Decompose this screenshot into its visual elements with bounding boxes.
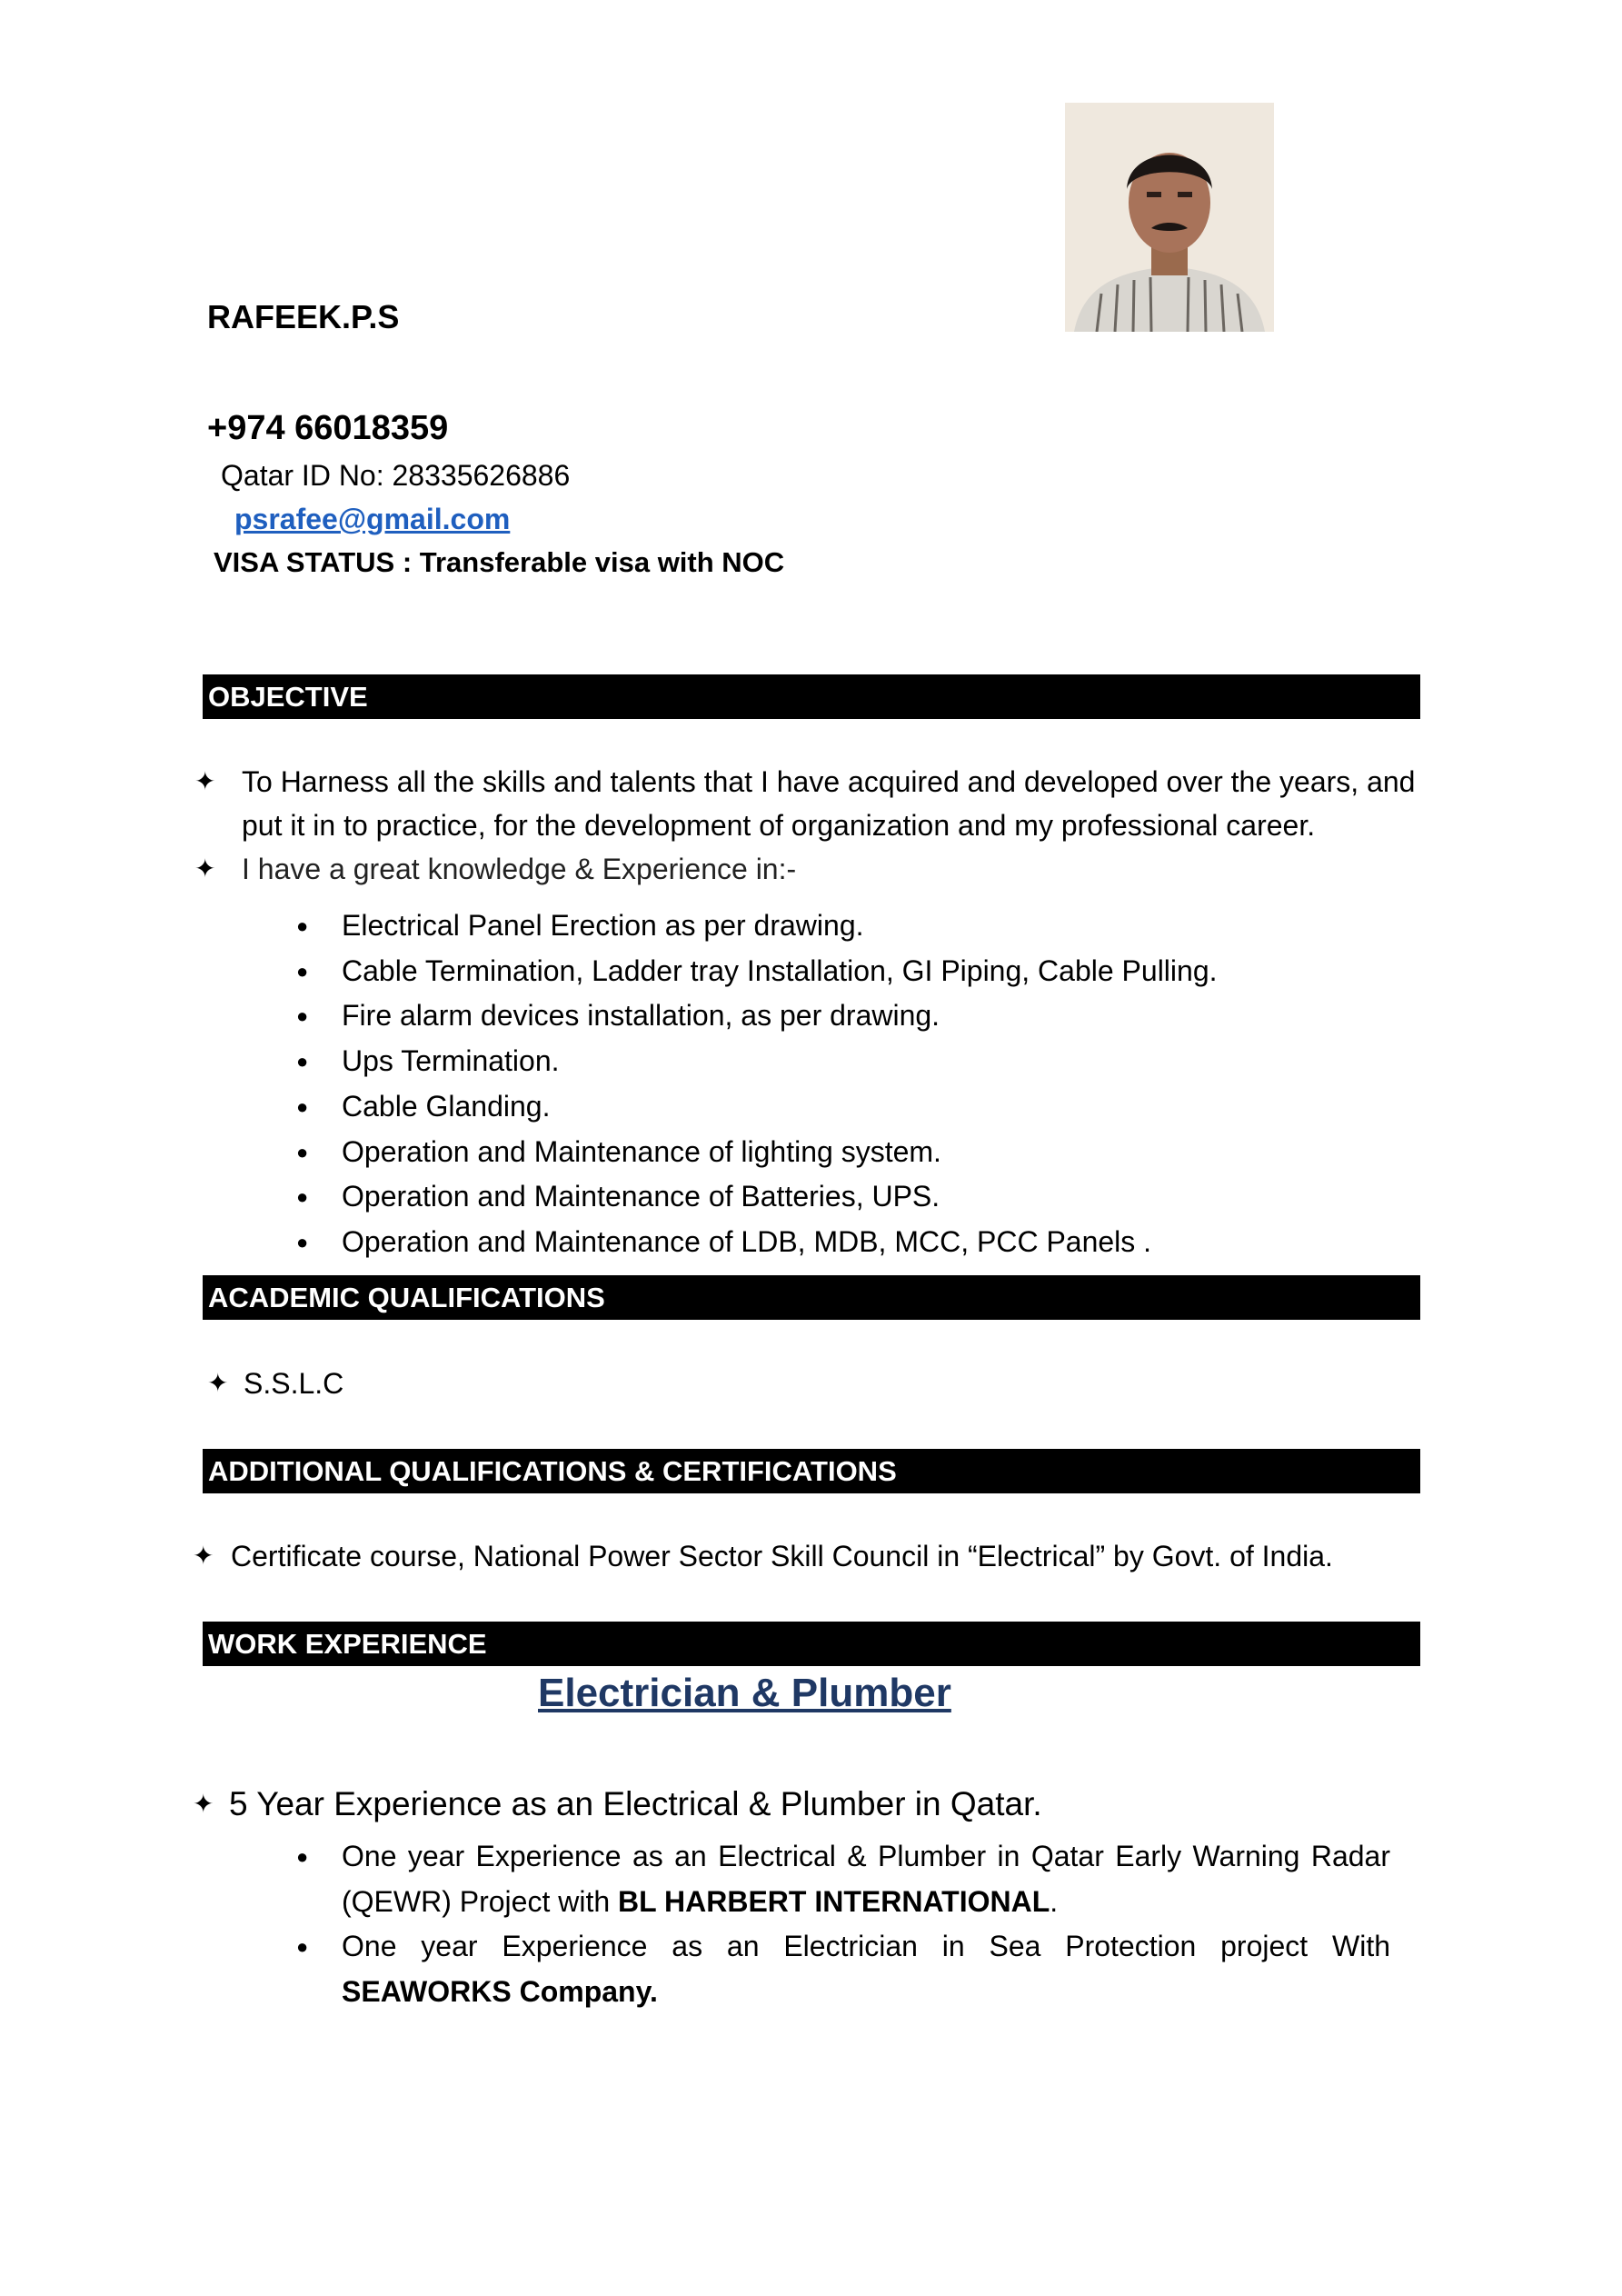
star-bullet-icon: ✦ xyxy=(194,854,216,883)
additional-item xyxy=(193,1534,1333,1578)
experience-list xyxy=(296,1834,1390,2015)
list-item: ● Ups Termination. xyxy=(296,1039,1405,1084)
academic-item xyxy=(207,1362,343,1405)
person-photo-icon xyxy=(1065,103,1274,332)
star-bullet-icon: ✦ xyxy=(193,1790,214,1818)
work-summary xyxy=(193,1780,1042,1829)
email-link[interactable]: psrafee@gmail.com xyxy=(234,503,511,535)
list-item: ● Fire alarm devices installation, as per drawing. xyxy=(296,993,1405,1039)
qatar-id: Qatar ID No: 28335626886 xyxy=(221,459,571,492)
list-item: ● Cable Termination, Ladder tray Installation, GI Piping, Cable Pulling. xyxy=(296,949,1405,994)
star-bullet-icon: ✦ xyxy=(194,767,216,795)
objective-section xyxy=(194,760,1421,891)
list-item: ● Cable Glanding. xyxy=(296,1084,1405,1130)
profile-photo xyxy=(1065,103,1274,332)
star-bullet-icon: ✦ xyxy=(207,1369,229,1397)
list-item: ● Operation and Maintenance of lighting system. xyxy=(296,1130,1405,1175)
company-name: BL HARBERT INTERNATIONAL xyxy=(618,1884,1050,1918)
list-item: ● Operation and Maintenance of LDB, MDB, MCC, PCC Panels . xyxy=(296,1220,1405,1265)
work-summary-text: 5 Year Experience as an Electrical & Plumber in Qatar. xyxy=(229,1785,1042,1822)
objective-point xyxy=(194,760,1421,847)
company-name: SEAWORKS Company. xyxy=(342,1975,658,2009)
objective-point xyxy=(194,847,1421,891)
academic-heading: ACADEMIC QUALIFICATIONS xyxy=(203,1275,1420,1320)
additional-heading: ADDITIONAL QUALIFICATIONS & CERTIFICATIONS xyxy=(203,1449,1420,1493)
work-heading: WORK EXPERIENCE xyxy=(203,1622,1420,1666)
skills-list xyxy=(296,903,1405,1265)
experience-text: One year Experience as an Electrician in Sea Protection project With xyxy=(342,1930,1390,1963)
experience-tail: . xyxy=(1050,1884,1059,1918)
experience-text: One year Experience as an Electrical & Plumber in Qatar Early Warning Radar (QEWR) Project with xyxy=(342,1840,1390,1918)
list-item xyxy=(296,1924,1390,2014)
phone-number: +974 66018359 xyxy=(207,409,449,447)
additional-text: Certificate course, National Power Sector Skill Council in “Electrical” by Govt. of India. xyxy=(231,1540,1333,1572)
list-item: ● Operation and Maintenance of Batteries, UPS. xyxy=(296,1174,1405,1220)
objective-text: To Harness all the skills and talents that I have acquired and developed over the years, and put it in to practice, for the development of organization and my professional career. xyxy=(242,765,1416,842)
visa-status: VISA STATUS : Transferable visa with NOC xyxy=(214,546,785,578)
objective-text: I have a great knowledge & Experience in:- xyxy=(242,853,797,885)
candidate-name: RAFEEK.P.S xyxy=(207,298,400,335)
academic-text: S.S.L.C xyxy=(244,1367,344,1400)
objective-heading: OBJECTIVE xyxy=(203,674,1420,719)
list-item: ● Electrical Panel Erection as per drawing. xyxy=(296,903,1405,949)
job-title: Electrician & Plumber xyxy=(538,1671,951,1715)
star-bullet-icon: ✦ xyxy=(193,1542,214,1570)
list-item xyxy=(296,1834,1390,1924)
